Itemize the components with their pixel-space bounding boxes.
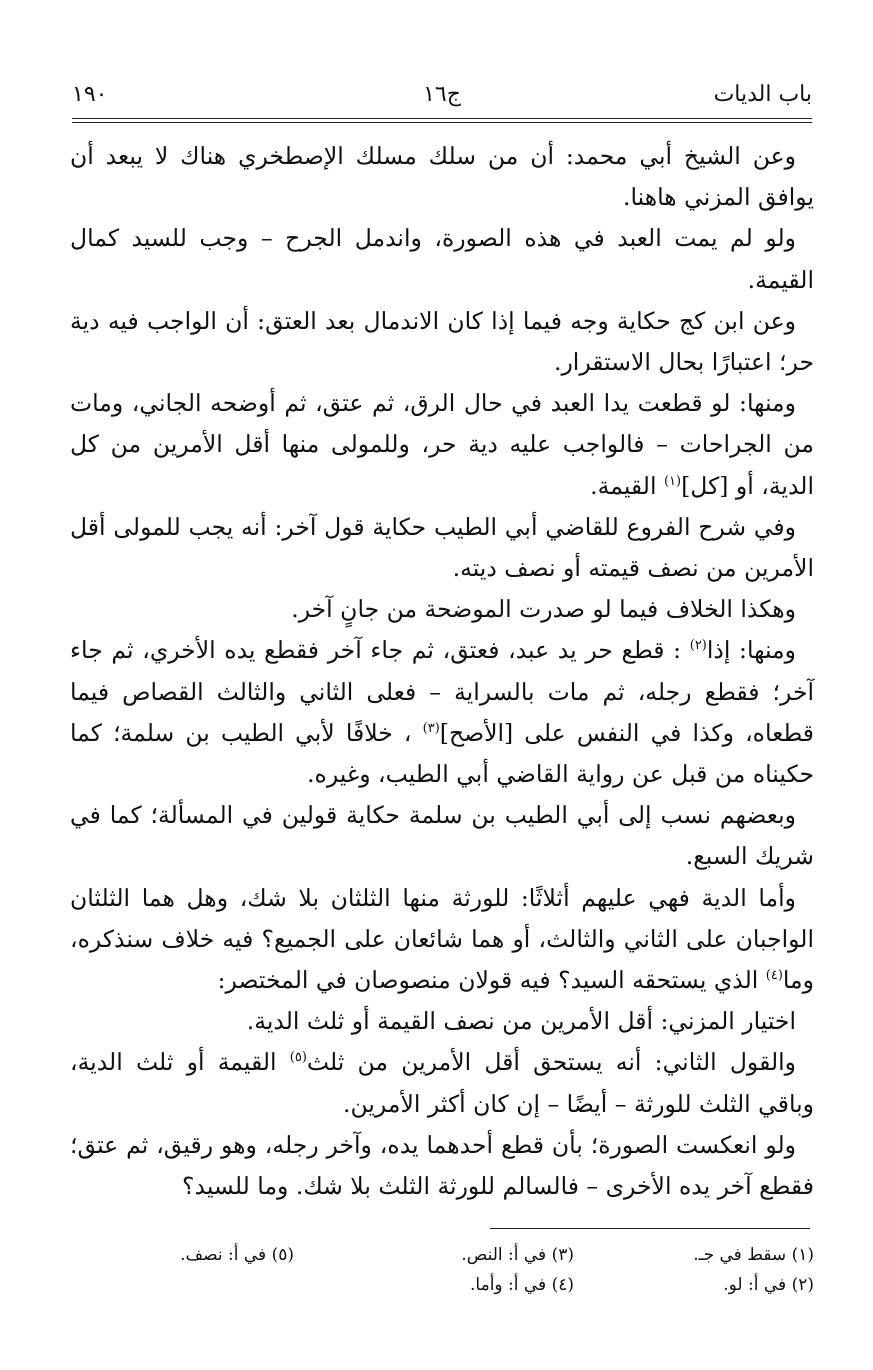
footnote-marker: (٤) — [765, 968, 783, 984]
paragraph: وعن الشيخ أبي محمد: أن من سلك مسلك الإصطخري هناك لا يبعد أن يوافق المزني هاهنا. — [70, 142, 814, 212]
footnote-marker: (٥) — [289, 1050, 307, 1066]
paragraph: ومنها: إذا$^{(٢)}$ : قطع حر يد عبد، فعتق، ثم جاء آخر فقطع يده الأخري، ثم جاء آخر؛ فقطع رجله، ثم مات بالسراية – فعلى الثاني والثالث القصاص فيما قطعاه، وكذا في النفس على [الأصح]$^{(٣)}$ ، خلافًا لأبي الطيب بن سلمة؛ كما حكيناه من قبل عن رواية القاضي أبي الطيب، وغيره. — [70, 636, 814, 789]
paragraph: وبعضهم نسب إلى أبي الطيب بن سلمة حكاية قولين في المسألة؛ كما في شريك السبع. — [70, 801, 814, 871]
footnote: (٢) في أ: لو. — [723, 1275, 814, 1295]
footnote-rule — [490, 1228, 810, 1229]
footnote-marker: (١) — [663, 473, 682, 489]
header-rule — [72, 118, 812, 119]
paragraph: وعن ابن كج حكاية وجه فيما إذا كان الاندمال بعد العتق: أن الواجب فيه دية حر؛ اعتبارًا بحال الاستقرار. — [70, 306, 814, 377]
paragraph: وأما الدية فهي عليهم أثلاثًا: للورثة منها الثلثان بلا شك، وهل هما الثلثان الواجبان على الثاني والثالث، أو هما شائعان على الجميع؟ فيه خلاف سنذكره، وما$^{(٤)}$ الذي يستحقه السيد؟ فيه قولان منصوصان في المختصر: — [70, 883, 814, 995]
header-rule-secondary — [72, 122, 812, 123]
footnote: (٥) في أ: نصف. — [180, 1245, 294, 1265]
paragraph: ومنها: لو قطعت يدا العبد في حال الرق، ثم عتق، ثم أوضحه الجاني، ومات من الجراحات – فالواجب عليه دية حر، وللمولى منها أقل الأمرين من كل الدية، أو [كل]$^{(١)}$ القيمة. — [70, 389, 814, 500]
paragraph: ولو انعكست الصورة؛ بأن قطع أحدهما يده، وآخر رجله، وهو رقيق، ثم عتق؛ فقطع آخر يده الأخرى – فالسالم للورثة الثلث بلا شك. وما للسيد؟ — [70, 1130, 814, 1201]
paragraph: اختيار المزني: أقل الأمرين من نصف القيمة أو ثلث الدية. — [246, 1007, 796, 1036]
paragraph: وفي شرح الفروع للقاضي أبي الطيب حكاية قول آخر: أنه يجب للمولى أقل الأمرين من نصف قيمته أو نصف ديته. — [70, 512, 814, 583]
footnote-column — [461, 1240, 574, 1300]
body-text — [70, 136, 814, 1207]
footnote-marker: (٣) — [422, 720, 440, 736]
page-number: ١٩٠ — [72, 82, 108, 107]
paragraph: وهكذا الخلاف فيما لو صدرت الموضحة من جانٍ آخر. — [291, 595, 796, 624]
footnote: (١) سقط في جـ. — [693, 1245, 814, 1265]
footnote-column — [693, 1240, 814, 1300]
paragraph: والقول الثاني: أنه يستحق أقل الأمرين من ثلث$^{(٥)}$ القيمة أو ثلث الدية، وباقي الثلث للورثة – أيضًا – إن كان أكثر الأمرين. — [70, 1048, 814, 1118]
footnote: (٤) في أ: وأما. — [470, 1275, 574, 1295]
running-header — [72, 74, 812, 114]
chapter-title: باب الديات — [713, 82, 812, 107]
volume-label: ج١٦ — [423, 82, 461, 107]
footnote-marker: (٢) — [689, 638, 707, 654]
paragraph: ولو لم يمت العبد في هذه الصورة، واندمل الجرح – وجب للسيد كمال القيمة. — [70, 224, 814, 294]
footnote-column — [180, 1240, 294, 1270]
footnote: (٣) في أ: النص. — [461, 1245, 574, 1265]
